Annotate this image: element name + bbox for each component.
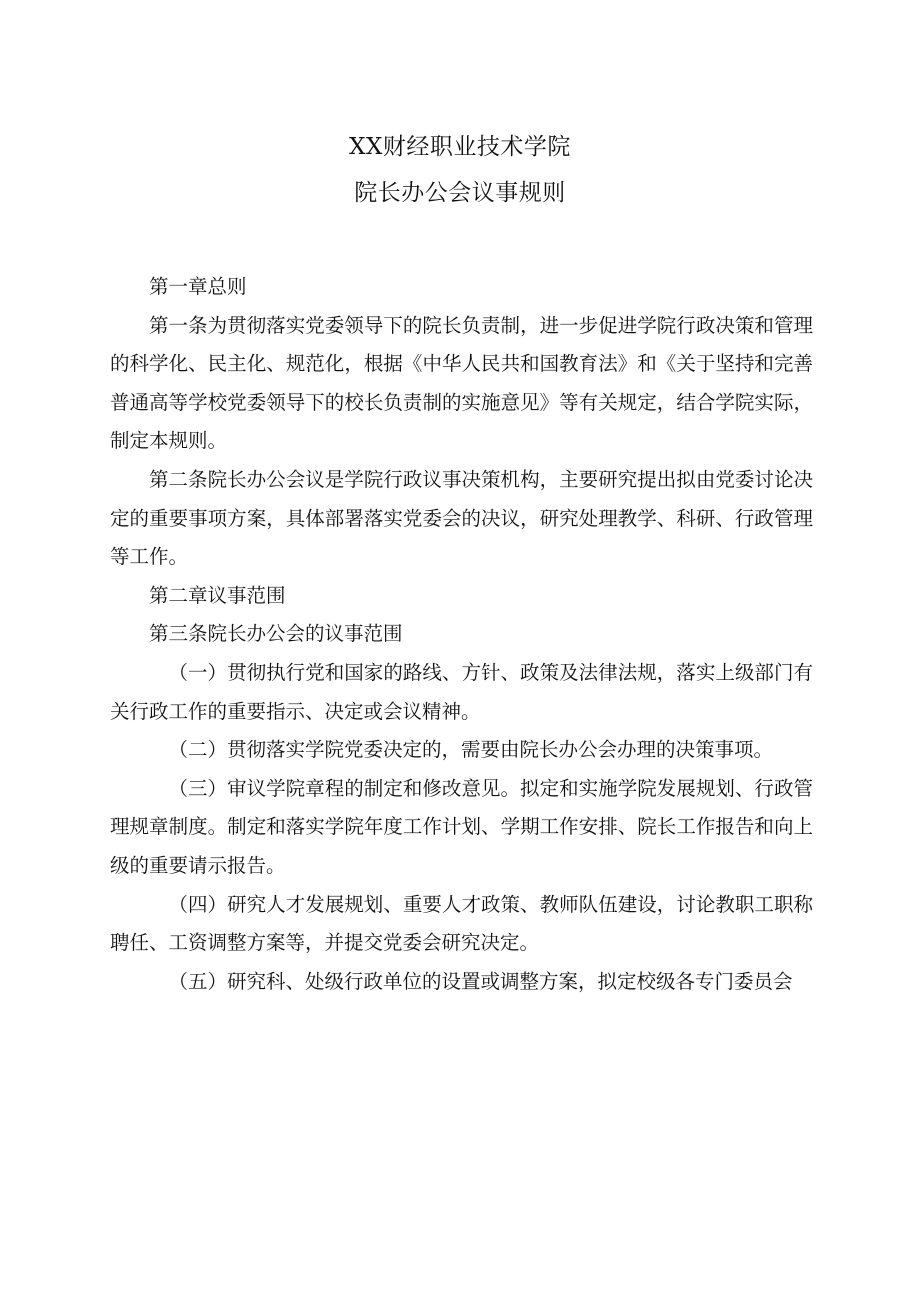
scope-item-1: （一）贯彻执行党和国家的路线、方针、政策及法律法规，落实上级部门有关行政工作的重要指示、决定或会议精神。 bbox=[110, 660, 813, 723]
scope-item-3: （三）审议学院章程的制定和修改意见。拟定和实施学院发展规划、行政管理规章制度。制定和落实学院年度工作计划、学期工作安排、院长工作报告和向上级的重要请示报告。 bbox=[110, 776, 813, 877]
document-title bbox=[0, 124, 920, 216]
article-3: 第三条院长办公会的议事范围 bbox=[149, 622, 403, 646]
document-body bbox=[110, 268, 813, 1001]
scope-item-4: （四）研究人才发展规划、重要人才政策、教师队伍建设，讨论教职工职称聘任、工资调整方案等，并提交党委会研究决定。 bbox=[110, 892, 813, 955]
scope-item-5: （五）研究科、处级行政单位的设置或调整方案，拟定校级各专门委员会 bbox=[168, 969, 793, 993]
article-1: 第一条为贯彻落实党委领导下的院长负责制，进一步促进学院行政决策和管理的科学化、民主化、规范化，根据《中华人民共和国教育法》和《关于坚持和完善普通高等学校党委领导下的校长负责制的实施意见》等有关规定，结合学院实际，制定本规则。 bbox=[110, 313, 813, 453]
chapter-heading-scope: 第二章议事范围 bbox=[149, 583, 286, 607]
article-2: 第二条院长办公会议是学院行政议事决策机构，主要研究提出拟由党委讨论决定的重要事项方案，具体部署落实党委会的决议，研究处理教学、科研、行政管理等工作。 bbox=[110, 467, 813, 569]
title-institution: XX财经职业技术学院 bbox=[349, 134, 571, 160]
scope-item-2: （二）贯彻落实学院党委决定的，需要由院长办公会办理的决策事项。 bbox=[168, 738, 774, 762]
chapter-heading-general: 第一章总则 bbox=[149, 275, 247, 298]
title-rules: 院长办公会议事规则 bbox=[354, 180, 566, 206]
